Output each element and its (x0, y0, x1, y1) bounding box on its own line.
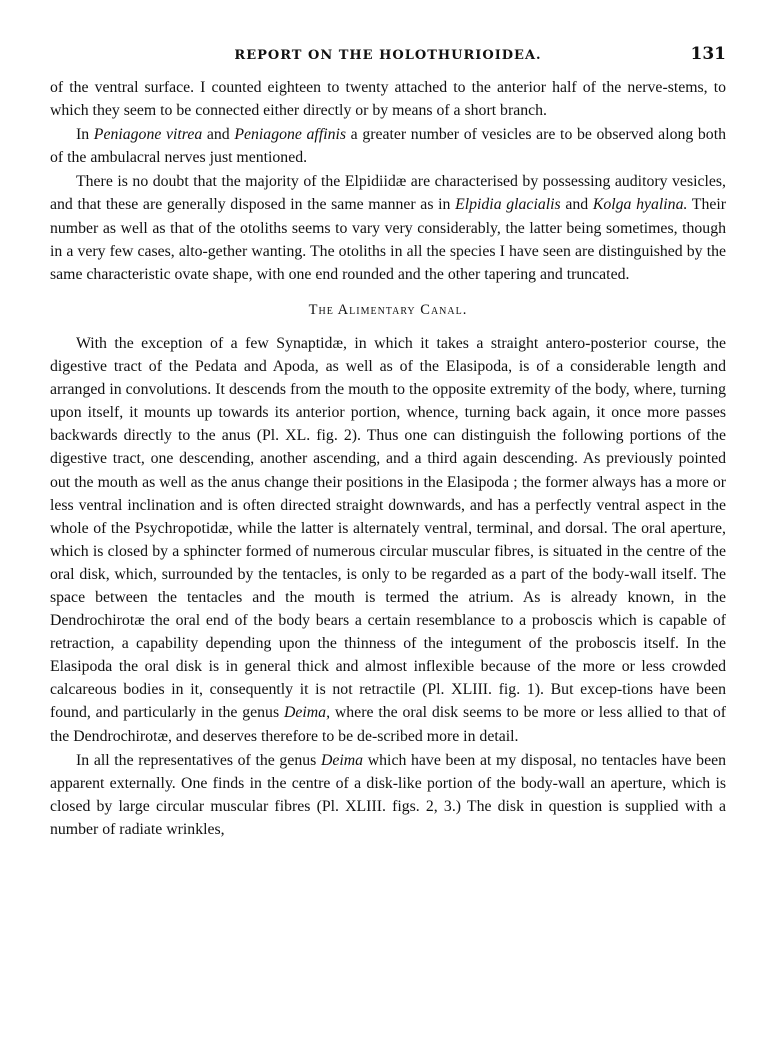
body-text (50, 76, 726, 841)
text-run: In (76, 126, 94, 144)
page-number: 131 (690, 44, 726, 64)
running-title: REPORT ON THE HOLOTHURIOIDEA. (234, 48, 542, 63)
text-run: of the ventral surface. I counted eighteen to twenty attached to the anterior half of the nerve-stems, to which they seem to be connected either directly or by means of a short branch. (50, 79, 726, 120)
text-run: In all the representatives of the genus (76, 751, 321, 769)
text-run: There is no doubt that the majority of the Elpidiidæ are characterised by possessing auditory vesicles, and that these are generally disposed in the same manner as in (50, 173, 726, 214)
italic-text: Peniagone vitrea (93, 126, 203, 144)
text-run: a greater number of vesicles are to be observed along both of the ambulacral nerves just mentioned. (50, 126, 726, 167)
running-head (50, 44, 726, 70)
section-heading: The Alimentary Canal. (308, 301, 468, 318)
paragraph (50, 170, 726, 285)
paragraph (50, 76, 726, 122)
text-run: where the oral disk seems to be more or less allied to that of the Dendrochirotæ, and deserves therefore to be de-scribed more in detail. (50, 704, 727, 745)
text-run: and (560, 196, 593, 214)
section-paragraphs (50, 332, 726, 841)
italic-text: Peniagone affinis (234, 126, 347, 144)
text-run: which have been at my disposal, no tentacles have been apparent externally. One finds in the centre of a disk-like portion of the body-wall an aperture, which is closed by large circular muscular fibres (Pl. XLIII. figs. 2, 3.) The disk in question is supplied with a number of radiate wrinkles, (50, 751, 726, 838)
italic-text: Deima (320, 751, 364, 769)
paragraph (50, 332, 726, 748)
italic-text: Deima, (283, 704, 331, 722)
paragraph (50, 749, 726, 841)
text-run: With the exception of a few Synaptidæ, in which it takes a straight antero-posterior course, the digestive tract of the Pedata and Apoda, as well as of the Elasipoda, is of a considerable length and arranged in convolutions. It descends from the mouth to the opposite extremity of the body, where, turning upon itself, it mounts up towards its anterior portion, whence, turning back again, it once more passes backwards directly to the anus (Pl. XL. fig. 2). Thus one can distinguish the following portions of the digestive tract, one descending, another ascending, and a third again descending. As previously pointed out the mouth as well as the anus change their positions in the Elasipoda ; the former always has a more or less ventral inclination and is often directed straight downwards, and has a perfectly ventral aspect in the whole of the Psychropotidæ, while the latter is alternately ventral, terminal, and dorsal. The oral aperture, which is closed by a sphincter formed of numerous circular muscular fibres, is situated in the centre of the oral disk, which, surrounded by the tentacles, is only to be regarded as a part of the body-wall itself. The space between the tentacles and the mouth is termed the atrium. As is already known, in the Dendrochirotæ the oral end of the body bears a certain resemblance to a proboscis which is capable of retraction, a capability depending upon the thinness of the integument of the proboscis itself. In the Elasipoda the oral disk is in general thick and almost inflexible because of the more or less crowded calcareous bodies in it, consequently it is not retractile (Pl. XLIII. fig. 1). But excep-tions have been found, and particularly in the genus (50, 334, 726, 722)
italic-text: Kolga hyalina. (592, 196, 688, 214)
italic-text: Elpidia glacialis (455, 196, 561, 214)
intro-paragraphs (50, 76, 726, 286)
text-run: Their number as well as that of the otoliths seems to vary very considerably, the latter being sometimes, though in a very few cases, alto-gether wanting. The otoliths in all the species I have seen are distinguished by the same characteristic ovate shape, with one end rounded and the other tapering and truncated. (50, 196, 727, 283)
text-run: and (202, 126, 235, 144)
paragraph (50, 123, 726, 169)
